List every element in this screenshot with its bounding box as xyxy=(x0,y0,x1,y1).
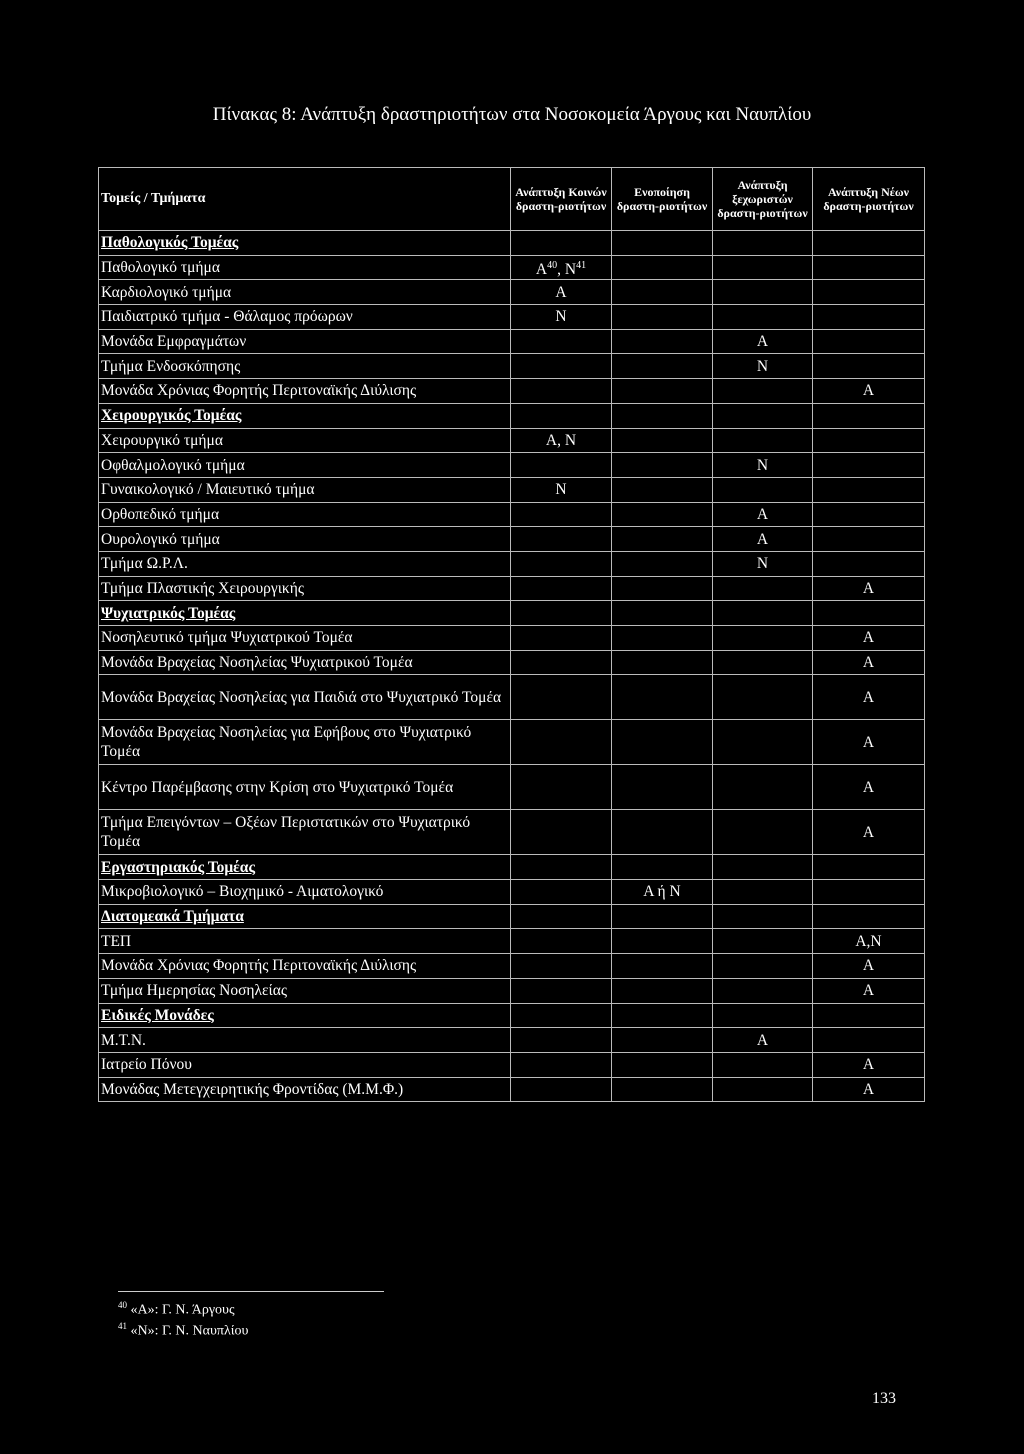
value-cell: Α xyxy=(813,954,925,979)
row-label: Χειρουργικό τμήμα xyxy=(99,428,511,453)
value-cell: Α xyxy=(813,1077,925,1102)
row-label: Μ.Τ.Ν. xyxy=(99,1028,511,1053)
value-cell: Α xyxy=(713,502,813,527)
value-cell: Α xyxy=(813,379,925,404)
value-cell: Ν xyxy=(713,453,813,478)
value-cell xyxy=(612,428,713,453)
section-row xyxy=(99,1003,925,1028)
value-cell xyxy=(813,601,925,626)
table-row xyxy=(99,329,925,354)
value-cell xyxy=(511,601,612,626)
value-cell xyxy=(511,1052,612,1077)
value-cell: Α xyxy=(813,576,925,601)
value-cell xyxy=(511,626,612,651)
value-separator: , xyxy=(557,261,565,279)
value-cell xyxy=(511,453,612,478)
table-row xyxy=(99,477,925,502)
section-label: Χειρουργικός Τομέας xyxy=(99,403,511,428)
footnote-ref: 40 xyxy=(547,259,558,271)
section-row xyxy=(99,403,925,428)
footnote-number: 41 xyxy=(118,1321,127,1331)
value-cell xyxy=(713,477,813,502)
row-label: Μονάδα Χρόνιας Φορητής Περιτοναϊκής Διύλισης xyxy=(99,379,511,404)
value-cell xyxy=(511,810,612,855)
value-cell xyxy=(813,551,925,576)
value-cell xyxy=(612,1028,713,1053)
value-cell xyxy=(612,929,713,954)
row-label: Μονάδα Βραχείας Νοσηλείας για Παιδιά στο Ψυχιατρικό Τομέα xyxy=(99,675,511,720)
row-label: Καρδιολογικό τμήμα xyxy=(99,280,511,305)
row-label: Τμήμα Πλαστικής Χειρουργικής xyxy=(99,576,511,601)
value-text: Α xyxy=(535,261,548,279)
value-cell xyxy=(813,502,925,527)
table-row xyxy=(99,551,925,576)
value-cell xyxy=(612,675,713,720)
table-row xyxy=(99,453,925,478)
table-row xyxy=(99,1028,925,1053)
header-separate-activities: Ανάπτυξη ξεχωριστών δραστη-ριοτήτων xyxy=(713,168,813,231)
value-cell xyxy=(511,1028,612,1053)
value-cell xyxy=(813,453,925,478)
value-cell xyxy=(612,255,713,280)
table-row xyxy=(99,650,925,675)
value-cell xyxy=(813,428,925,453)
value-cell: Α xyxy=(813,720,925,765)
table-row xyxy=(99,810,925,855)
value-cell xyxy=(612,502,713,527)
value-cell xyxy=(511,1077,612,1102)
page-title: Πίνακας 8: Ανάπτυξη δραστηριοτήτων στα Νοσοκομεία Άργους και Ναυπλίου xyxy=(212,104,812,125)
value-cell xyxy=(612,904,713,929)
section-label: Ειδικές Μονάδες xyxy=(99,1003,511,1028)
table-row xyxy=(99,305,925,330)
table-row xyxy=(99,280,925,305)
value-cell xyxy=(813,880,925,905)
value-cell xyxy=(713,428,813,453)
value-cell xyxy=(511,502,612,527)
value-cell xyxy=(713,855,813,880)
section-label: Παθολογικός Τομέας xyxy=(99,231,511,256)
section-label: Ψυχιατρικός Τομέας xyxy=(99,601,511,626)
header-unification: Ενοποίηση δραστη-ριοτήτων xyxy=(612,168,713,231)
row-label: Μονάδα Εμφραγμάτων xyxy=(99,329,511,354)
table-row xyxy=(99,675,925,720)
row-label: Ουρολογικό τμήμα xyxy=(99,527,511,552)
value-cell xyxy=(511,904,612,929)
value-cell: Α xyxy=(713,527,813,552)
value-cell xyxy=(511,527,612,552)
table-row xyxy=(99,428,925,453)
row-label: Μονάδας Μετεγχειρητικής Φροντίδας (Μ.Μ.Φ.) xyxy=(99,1077,511,1102)
table-row xyxy=(99,354,925,379)
value-cell: Α,Ν xyxy=(813,929,925,954)
value-cell xyxy=(612,403,713,428)
value-cell xyxy=(612,810,713,855)
value-cell: Α xyxy=(813,1052,925,1077)
table-row xyxy=(99,576,925,601)
value-cell xyxy=(713,305,813,330)
value-cell: Α ή Ν xyxy=(612,880,713,905)
value-cell: Α xyxy=(813,650,925,675)
value-cell xyxy=(612,453,713,478)
value-cell xyxy=(511,880,612,905)
value-cell xyxy=(612,626,713,651)
value-cell xyxy=(612,1077,713,1102)
value-cell xyxy=(713,231,813,256)
value-cell: Ν xyxy=(511,477,612,502)
value-cell xyxy=(813,305,925,330)
value-cell xyxy=(511,255,612,280)
value-cell xyxy=(612,280,713,305)
value-cell xyxy=(612,720,713,765)
footnote-ref: 41 xyxy=(576,259,587,271)
value-cell xyxy=(612,1052,713,1077)
value-cell: Ν xyxy=(713,354,813,379)
footnote-41 xyxy=(118,1321,248,1340)
row-label: Μονάδα Χρόνιας Φορητής Περιτοναϊκής Διύλισης xyxy=(99,954,511,979)
value-cell xyxy=(813,403,925,428)
value-cell xyxy=(713,765,813,810)
section-row xyxy=(99,855,925,880)
row-label: ΤΕΠ xyxy=(99,929,511,954)
value-cell xyxy=(511,978,612,1003)
value-cell: Α xyxy=(713,329,813,354)
row-label: Τμήμα Ω.Ρ.Λ. xyxy=(99,551,511,576)
value-cell xyxy=(511,954,612,979)
value-cell: Α xyxy=(813,675,925,720)
value-cell xyxy=(713,1077,813,1102)
table-row xyxy=(99,1077,925,1102)
table-row xyxy=(99,720,925,765)
table-body xyxy=(99,231,925,1102)
value-cell xyxy=(713,601,813,626)
header-common-activities: Ανάπτυξη Κοινών δραστη-ριοτήτων xyxy=(511,168,612,231)
row-label: Τμήμα Ενδοσκόπησης xyxy=(99,354,511,379)
value-cell xyxy=(612,576,713,601)
header-sectors: Τομείς / Τμήματα xyxy=(99,168,511,231)
value-cell: Ν xyxy=(511,305,612,330)
value-cell xyxy=(713,720,813,765)
footnote-text: «Α»: Γ. Ν. Άργους xyxy=(130,1302,235,1318)
value-cell xyxy=(511,650,612,675)
value-cell xyxy=(713,675,813,720)
value-cell xyxy=(511,765,612,810)
value-cell: Α xyxy=(813,626,925,651)
page-number: 133 xyxy=(872,1390,896,1407)
value-cell xyxy=(612,551,713,576)
activities-table xyxy=(98,167,925,1102)
value-cell xyxy=(713,280,813,305)
row-label: Γυναικολογικό / Μαιευτικό τμήμα xyxy=(99,477,511,502)
row-label: Μικροβιολογικό – Βιοχημικό - Αιματολογικό xyxy=(99,880,511,905)
table-row xyxy=(99,379,925,404)
value-cell xyxy=(813,255,925,280)
row-label: Ορθοπεδικό τμήμα xyxy=(99,502,511,527)
section-label: Διατομεακά Τμήματα xyxy=(99,904,511,929)
row-label: Παιδιατρικό τμήμα - Θάλαμος πρόωρων xyxy=(99,305,511,330)
value-cell xyxy=(511,379,612,404)
table-row xyxy=(99,626,925,651)
value-cell: Α xyxy=(511,280,612,305)
value-cell xyxy=(511,675,612,720)
value-cell xyxy=(612,379,713,404)
value-cell xyxy=(511,551,612,576)
value-cell xyxy=(511,231,612,256)
value-cell xyxy=(612,305,713,330)
value-cell xyxy=(713,1003,813,1028)
value-cell xyxy=(713,650,813,675)
value-cell: Α xyxy=(813,978,925,1003)
value-cell xyxy=(713,978,813,1003)
value-cell xyxy=(511,354,612,379)
value-cell: Α, Ν xyxy=(511,428,612,453)
table-header-row xyxy=(99,168,925,231)
row-label: Μονάδα Βραχείας Νοσηλείας για Εφήβους στο Ψυχιατρικό Τομέα xyxy=(99,720,511,765)
section-row xyxy=(99,904,925,929)
value-cell xyxy=(612,765,713,810)
value-cell xyxy=(813,329,925,354)
value-cell xyxy=(713,576,813,601)
value-cell xyxy=(713,403,813,428)
value-cell xyxy=(813,904,925,929)
value-cell xyxy=(511,403,612,428)
value-cell xyxy=(713,929,813,954)
table-row xyxy=(99,527,925,552)
table-row xyxy=(99,1052,925,1077)
value-cell xyxy=(813,231,925,256)
footnote-text: «Ν»: Γ. Ν. Ναυπλίου xyxy=(130,1323,249,1339)
row-label: Παθολογικό τμήμα xyxy=(99,255,511,280)
row-label: Κέντρο Παρέμβασης στην Κρίση στο Ψυχιατρικό Τομέα xyxy=(99,765,511,810)
value-cell xyxy=(612,855,713,880)
value-cell xyxy=(511,855,612,880)
header-new-activities: Ανάπτυξη Νέων δραστη-ριοτήτων xyxy=(813,168,925,231)
value-cell xyxy=(612,354,713,379)
value-cell xyxy=(813,477,925,502)
row-label: Οφθαλμολογικό τμήμα xyxy=(99,453,511,478)
table-row xyxy=(99,954,925,979)
table-row xyxy=(99,978,925,1003)
table-row xyxy=(99,765,925,810)
value-cell xyxy=(612,231,713,256)
table-row xyxy=(99,502,925,527)
row-label: Τμήμα Ημερησίας Νοσηλείας xyxy=(99,978,511,1003)
value-cell xyxy=(612,477,713,502)
value-cell xyxy=(511,576,612,601)
value-cell xyxy=(713,810,813,855)
row-label: Ιατρείο Πόνου xyxy=(99,1052,511,1077)
value-cell xyxy=(713,379,813,404)
value-cell xyxy=(511,1003,612,1028)
value-cell xyxy=(813,527,925,552)
value-cell xyxy=(813,354,925,379)
table-row xyxy=(99,255,925,280)
value-cell xyxy=(612,978,713,1003)
value-cell xyxy=(713,880,813,905)
value-cell xyxy=(813,1003,925,1028)
footnote-40 xyxy=(118,1300,235,1319)
row-label: Νοσηλευτικό τμήμα Ψυχιατρικού Τομέα xyxy=(99,626,511,651)
row-label: Μονάδα Βραχείας Νοσηλείας Ψυχιατρικού Τομέα xyxy=(99,650,511,675)
value-cell xyxy=(511,329,612,354)
value-cell xyxy=(713,626,813,651)
value-cell xyxy=(813,855,925,880)
table-row xyxy=(99,929,925,954)
value-cell: Α xyxy=(813,810,925,855)
value-cell: Α xyxy=(813,765,925,810)
row-label: Τμήμα Επειγόντων – Οξέων Περιστατικών στο Ψυχιατρικό Τομέα xyxy=(99,810,511,855)
value-cell xyxy=(612,1003,713,1028)
value-cell xyxy=(511,929,612,954)
value-cell xyxy=(612,527,713,552)
section-label: Εργαστηριακός Τομέας xyxy=(99,855,511,880)
value-cell xyxy=(713,255,813,280)
footnote-number: 40 xyxy=(118,1300,127,1310)
value-cell xyxy=(713,904,813,929)
table-row xyxy=(99,880,925,905)
section-row xyxy=(99,231,925,256)
value-cell xyxy=(713,1052,813,1077)
value-text: Ν xyxy=(564,261,577,279)
value-cell: Ν xyxy=(713,551,813,576)
section-row xyxy=(99,601,925,626)
value-cell: Α xyxy=(713,1028,813,1053)
value-cell xyxy=(612,329,713,354)
value-cell xyxy=(612,954,713,979)
footnote-divider xyxy=(118,1291,384,1292)
value-cell xyxy=(713,954,813,979)
value-cell xyxy=(612,601,713,626)
value-cell xyxy=(511,720,612,765)
value-cell xyxy=(813,280,925,305)
value-cell xyxy=(612,650,713,675)
value-cell xyxy=(813,1028,925,1053)
